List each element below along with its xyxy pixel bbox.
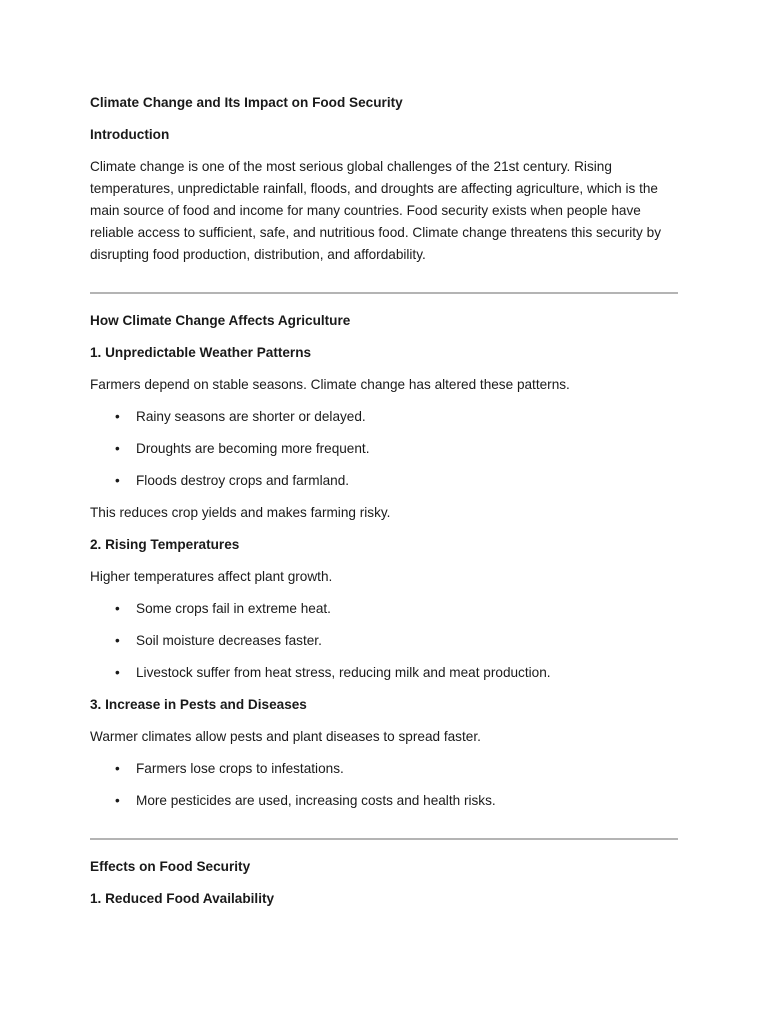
list-item: • Rainy seasons are shorter or delayed. <box>90 406 678 428</box>
subheading-temperatures: 2. Rising Temperatures <box>90 537 240 552</box>
intro-heading: Introduction <box>90 127 170 142</box>
list-item: • Droughts are becoming more frequent. <box>90 438 678 460</box>
bullet-icon: • <box>115 601 120 616</box>
weather-bullet-list <box>90 406 678 492</box>
section-heading-food-security: Effects on Food Security <box>90 859 251 874</box>
list-item: • Soil moisture decreases faster. <box>90 630 678 652</box>
subheading-pests: 3. Increase in Pests and Diseases <box>90 697 307 712</box>
list-item: • Some crops fail in extreme heat. <box>90 598 678 620</box>
subheading-weather: 1. Unpredictable Weather Patterns <box>90 345 312 360</box>
pests-bullet-list <box>90 758 678 812</box>
list-item: • Farmers lose crops to infestations. <box>90 758 678 780</box>
temperatures-bullet-list <box>90 598 678 684</box>
bullet-icon: • <box>115 633 120 648</box>
weather-lead: Farmers depend on stable seasons. Climate change has altered these patterns. <box>90 377 570 392</box>
list-item: • Floods destroy crops and farmland. <box>90 470 678 492</box>
intro-paragraph: Climate change is one of the most serious global challenges of the 21st century. Rising temperatures, unpredictable rainfall, floods, and droughts are affecting agriculture, which is the main source of food and income for many countries. Food security exists when people have reliable access to sufficient, safe, and nutritious food. Climate change threatens this security by disrupting food production, distribution, and affordability. <box>90 159 661 262</box>
bullet-icon: • <box>115 761 120 776</box>
weather-closing: This reduces crop yields and makes farming risky. <box>90 505 391 520</box>
bullet-icon: • <box>115 793 120 808</box>
temperatures-lead: Higher temperatures affect plant growth. <box>90 569 333 584</box>
bullet-icon: • <box>115 473 120 488</box>
list-item: • Livestock suffer from heat stress, reducing milk and meat production. <box>90 662 678 684</box>
bullet-icon: • <box>115 409 120 424</box>
bullet-icon: • <box>115 665 120 680</box>
document-title: Climate Change and Its Impact on Food Security <box>90 95 403 110</box>
list-item: • More pesticides are used, increasing costs and health risks. <box>90 790 678 812</box>
subheading-food-availability: 1. Reduced Food Availability <box>90 891 275 906</box>
section-heading-agriculture: How Climate Change Affects Agriculture <box>90 313 351 328</box>
document-page <box>90 92 678 910</box>
bullet-icon: • <box>115 441 120 456</box>
pests-lead: Warmer climates allow pests and plant diseases to spread faster. <box>90 729 481 744</box>
